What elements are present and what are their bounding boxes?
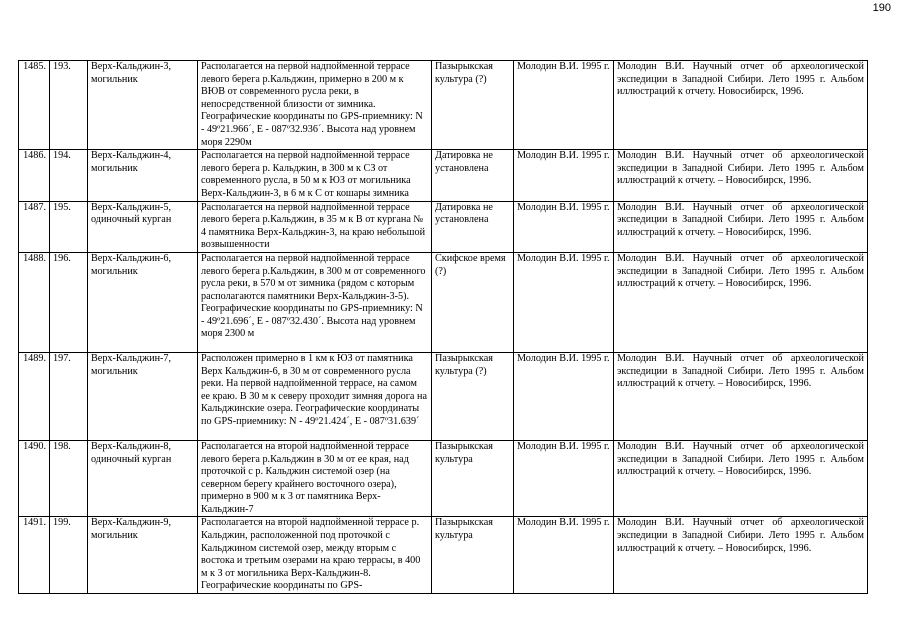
- site-name: Верх-Кальджин-5, одиночный курган: [88, 201, 198, 252]
- site-source: Молодин В.И. Научный отчет об археологической экспедиции в Западной Сибири. Лето 1995 г. Альбом иллюстраций к отчету. – Новосибирск, 1996.: [614, 517, 868, 594]
- site-author: Молодин В.И. 1995 г.: [514, 440, 614, 517]
- site-description: Располагается на первой надпойменной террасе левого берега р.Кальджин, примерно в 200 м к ВЮВ от современного русла реки, в непосредственной близости от зимника. Географические координаты по GPS-приемнику: N - 49º21.966´, E - 087º32.936´. Высота над уровнем моря 2290м: [198, 61, 432, 150]
- site-author: Молодин В.И. 1995 г.: [514, 252, 614, 352]
- site-description: Расположен примерно в 1 км к ЮЗ от памятника Верх Кальджин-6, в 30 м от современного русла реки. На первой надпойменной террасе, на самом ее краю. В 30 м к северу проходит зимняя дорога на Кальджинские озера. Географические координаты по GPS-приемнику: N - 49º21.424´, E - 087º31.639´: [198, 352, 432, 440]
- monuments-table: [18, 60, 868, 594]
- row-index: 197.: [50, 352, 88, 440]
- site-description: Располагается на второй надпойменной террасе левого берега р.Кальджин в 30 м от ее края, над проточкой с р. Кальджин системой озер (на северном берегу крайнего восточного озера), примерно в 900 м к З от памятника Верх-Кальджин-7: [198, 440, 432, 517]
- row-number: 1488.: [19, 252, 50, 352]
- table-row: [19, 252, 868, 352]
- site-author: Молодин В.И. 1995 г.: [514, 150, 614, 201]
- row-index: 193.: [50, 61, 88, 150]
- site-description: Располагается на первой надпойменной террасе левого берега р. Кальджин, в 300 м к СЗ от современного русла, в 50 м к ЮЗ от могильника Верх-Кальджин-3, в 6 м к С от кошары зимника: [198, 150, 432, 201]
- page-number: 190: [872, 2, 891, 14]
- site-source: Молодин В.И. Научный отчет об археологической экспедиции в Западной Сибири. Лето 1995 г. Альбом иллюстраций к отчету. – Новосибирск, 1996.: [614, 150, 868, 201]
- site-culture: Пазырыкская культура (?): [432, 61, 514, 150]
- site-name: Верх-Кальджин-3, могильник: [88, 61, 198, 150]
- row-number: 1487.: [19, 201, 50, 252]
- site-source: Молодин В.И. Научный отчет об археологической экспедиции в Западной Сибири. Лето 1995 г. Альбом иллюстраций к отчету. – Новосибирск, 1996.: [614, 201, 868, 252]
- site-source: Молодин В.И. Научный отчет об археологической экспедиции в Западной Сибири. Лето 1995 г. Альбом иллюстраций к отчету. – Новосибирск, 1996.: [614, 440, 868, 517]
- site-culture: Скифское время (?): [432, 252, 514, 352]
- row-index: 198.: [50, 440, 88, 517]
- table-row: [19, 440, 868, 517]
- site-source: Молодин В.И. Научный отчет об археологической экспедиции в Западной Сибири. Лето 1995 г. Альбом иллюстраций к отчету. – Новосибирск, 1996.: [614, 352, 868, 440]
- site-culture: Датировка не установлена: [432, 150, 514, 201]
- site-name: Верх-Кальджин-4, могильник: [88, 150, 198, 201]
- site-name: Верх-Кальджин-7, могильник: [88, 352, 198, 440]
- site-description: Располагается на второй надпойменной террасе р. Кальджин, расположенной под проточкой с Кальджином системой озер, между вторым с востока и третьим озерами на краю террасы, в 400 м к З от могильника Верх-Кальджин-8. Географические координаты по GPS-: [198, 517, 432, 594]
- site-culture: Пазырыкская культура: [432, 440, 514, 517]
- site-description: Располагается на первой надпойменной террасе левого берега р.Кальджин, в 300 м от современного русла реки, в 570 м от зимника (рядом с которым располагаются памятники Верх-Кальджин-3-5). Географические координаты по GPS-приемнику: N - 49º21.696´, E - 087º32.430´. Высота над уровнем моря 2300 м: [198, 252, 432, 352]
- site-author: Молодин В.И. 1995 г.: [514, 352, 614, 440]
- site-name: Верх-Кальджин-8, одиночный курган: [88, 440, 198, 517]
- table-row: [19, 61, 868, 150]
- site-name: Верх-Кальджин-9, могильник: [88, 517, 198, 594]
- site-culture: Пазырыкская культура: [432, 517, 514, 594]
- site-author: Молодин В.И. 1995 г.: [514, 517, 614, 594]
- table-row: [19, 201, 868, 252]
- table-row: [19, 150, 868, 201]
- site-source: Молодин В.И. Научный отчет об археологической экспедиции в Западной Сибири. Лето 1995 г. Альбом иллюстраций к отчету. Новосибирск, 1996.: [614, 61, 868, 150]
- site-author: Молодин В.И. 1995 г.: [514, 61, 614, 150]
- row-number: 1486.: [19, 150, 50, 201]
- row-index: 194.: [50, 150, 88, 201]
- row-number: 1485.: [19, 61, 50, 150]
- row-number: 1491.: [19, 517, 50, 594]
- site-author: Молодин В.И. 1995 г.: [514, 201, 614, 252]
- row-index: 195.: [50, 201, 88, 252]
- row-number: 1490.: [19, 440, 50, 517]
- site-culture: Пазырыкская культура (?): [432, 352, 514, 440]
- row-index: 199.: [50, 517, 88, 594]
- row-index: 196.: [50, 252, 88, 352]
- site-culture: Датировка не установлена: [432, 201, 514, 252]
- table-row: [19, 517, 868, 594]
- site-description: Располагается на первой надпойменной террасе левого берега р.Кальджин, в 35 м к В от кургана № 4 памятника Верх-Кальджин-3, на краю небольшой возвышенности: [198, 201, 432, 252]
- row-number: 1489.: [19, 352, 50, 440]
- site-source: Молодин В.И. Научный отчет об археологической экспедиции в Западной Сибири. Лето 1995 г. Альбом иллюстраций к отчету. – Новосибирск, 1996.: [614, 252, 868, 352]
- site-name: Верх-Кальджин-6, могильник: [88, 252, 198, 352]
- table-row: [19, 352, 868, 440]
